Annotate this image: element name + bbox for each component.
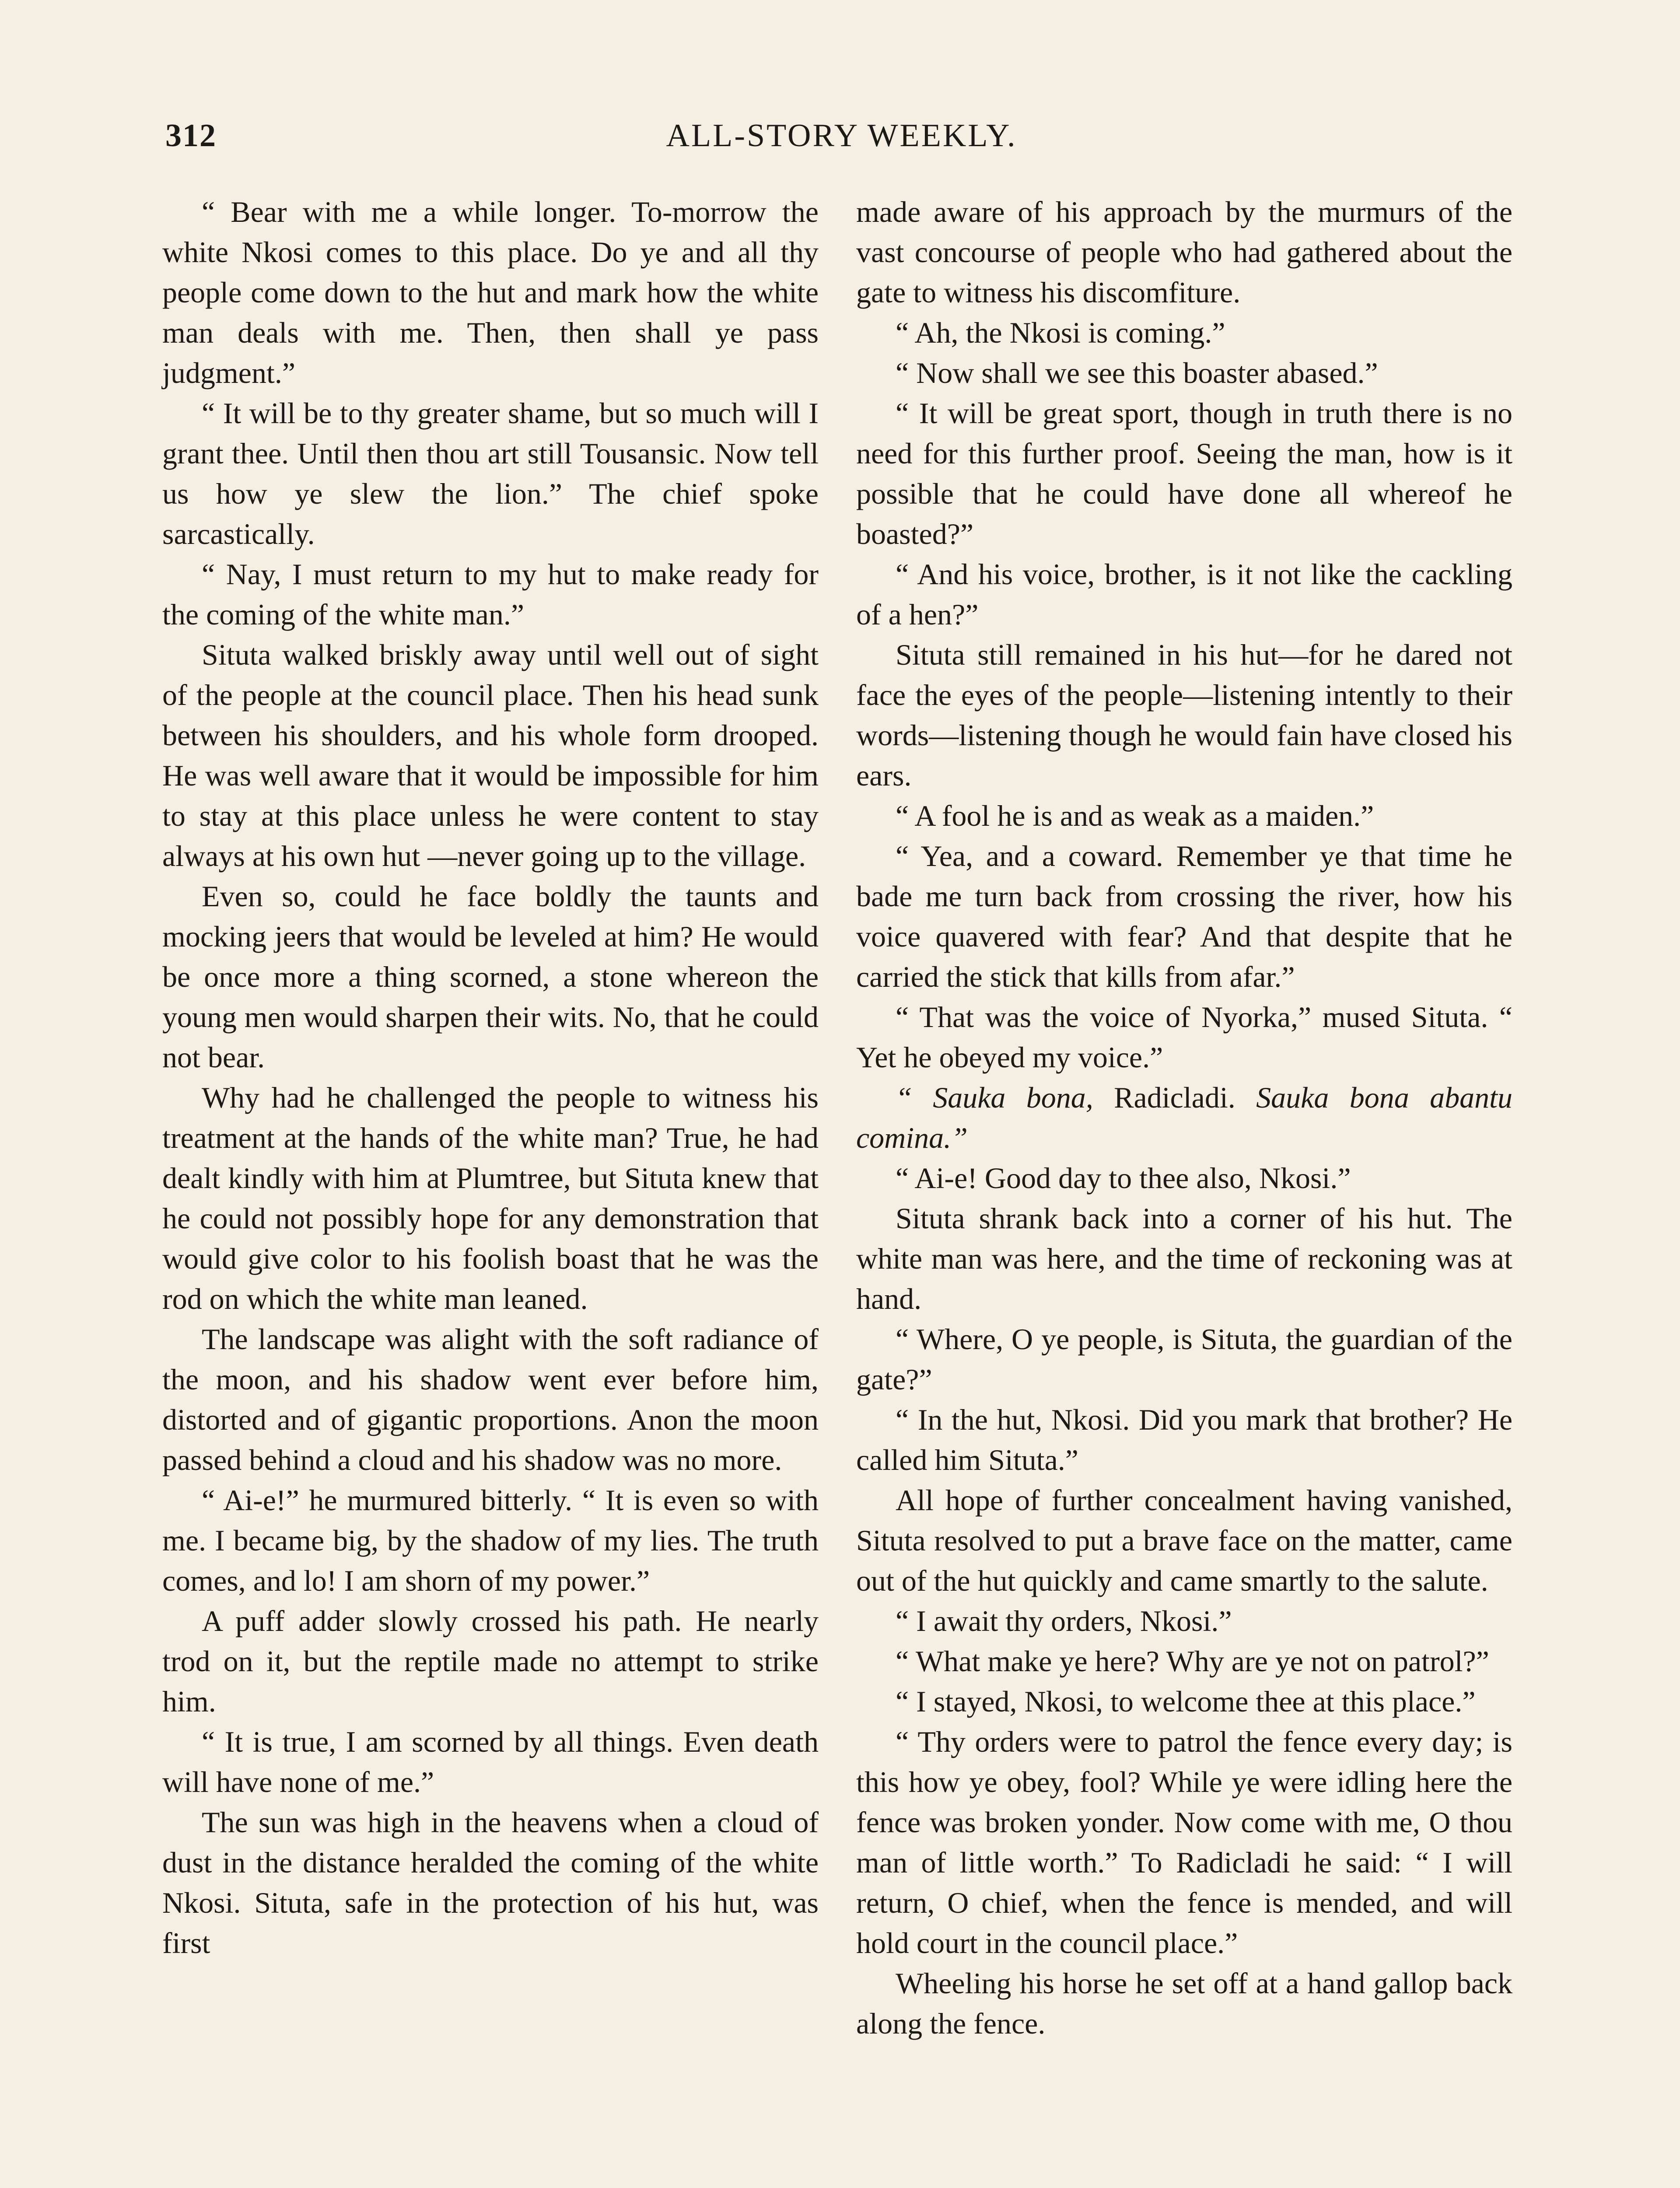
- right-column: [856, 192, 1512, 2044]
- paragraph: “ Yea, and a coward. Remember ye that time he bade me turn back from crossing the river, how his voice quavered with fear? And that despite that he carried the stick that kills from afar.”: [856, 839, 1512, 993]
- paragraph: Why had he challenged the people to witness his treatment at the hands of the white man? True, he had dealt kindly with him at Plumtree, but Situta knew that he could not possibly hope for any demonstration that would give color to his foolish boast that he was the rod on which the white man leaned.: [162, 1081, 819, 1315]
- running-head: ALL-STORY WEEKLY.: [666, 118, 1017, 154]
- paragraph: The sun was high in the heavens when a cloud of dust in the distance heralded the coming of the white Nkosi. Situta, safe in the protection of his hut, was first: [162, 1806, 819, 1960]
- paragraph: “ And his voice, brother, is it not like the cackling of a hen?”: [856, 558, 1512, 631]
- paragraph: Even so, could he face boldly the taunts and mocking jeers that would be leveled at him? He would be once more a thing scorned, a stone whereon the young men would sharpen their wits. No, that he could not bear.: [162, 880, 819, 1074]
- paragraph: “ Nay, I must return to my hut to make ready for the coming of the white man.”: [162, 558, 819, 631]
- paragraph: Situta still remained in his hut—for he dared not face the eyes of the people—listening intently to their words—listening though he would fain have closed his ears.: [856, 638, 1512, 792]
- paragraph: Situta walked briskly away until well out of sight of the people at the council place. Then his head sunk between his shoulders, and his whole form drooped. He was well aware that it would be impossible for him to stay at this place unless he were content to stay always at his own hut —never going up to the village.: [162, 638, 819, 873]
- paragraph: “ In the hut, Nkosi. Did you mark that brother? He called him Situta.”: [856, 1403, 1512, 1476]
- paragraph: “ What make ye here? Why are ye not on patrol?”: [896, 1645, 1489, 1678]
- paragraph: Situta shrank back into a corner of his hut. The white man was here, and the time of reckoning was at hand.: [856, 1202, 1512, 1315]
- paragraph: “ Now shall we see this boaster abased.”: [896, 356, 1378, 389]
- paragraph: All hope of further concealment having vanished, Situta resolved to put a brave face on the matter, came out of the hut quickly and came smartly to the salute.: [856, 1483, 1512, 1597]
- paragraph: “ It will be to thy greater shame, but so much will I grant thee. Until then thou art still Tousansic. Now tell us how ye slew the lion.” The chief spoke sarcastically.: [162, 396, 819, 551]
- left-column: [162, 192, 819, 1963]
- paragraph: “ It will be great sport, though in truth there is no need for this further proof. Seeing the man, how is it possible that he could have done all whereof he boasted?”: [856, 396, 1512, 551]
- italic-text: Sauka bona abantu comina.”: [856, 1081, 1512, 1154]
- paragraph: The landscape was alight with the soft radiance of the moon, and his shadow went ever before him, distorted and of gigantic proportions. Anon the moon passed behind a cloud and his shadow was no more.: [162, 1322, 819, 1476]
- paragraph: “ Bear with me a while longer. To-morrow the white Nkosi comes to this place. Do ye and all thy people come down to the hut and mark how the white man deals with me. Then, then shall ye pass judgment.”: [162, 195, 819, 389]
- paragraph: “ Ah, the Nkosi is coming.”: [896, 316, 1225, 349]
- paragraph: “ I stayed, Nkosi, to welcome thee at this place.”: [896, 1685, 1476, 1718]
- paragraph: “ I await thy orders, Nkosi.”: [896, 1604, 1232, 1637]
- paragraph: “ Where, O ye people, is Situta, the guardian of the gate?”: [856, 1322, 1512, 1396]
- italic-text: “ Sauka bona,: [896, 1081, 1093, 1114]
- paragraph: [856, 1077, 1512, 1158]
- paragraph: “ That was the voice of Nyorka,” mused Situta. “ Yet he obeyed my voice.”: [856, 1000, 1512, 1074]
- text-span: Radicladi.: [1093, 1081, 1256, 1114]
- paragraph: “ Ai-e! Good day to thee also, Nkosi.”: [896, 1161, 1351, 1195]
- paragraph: “ Thy orders were to patrol the fence every day; is this how ye obey, fool? While ye were idling here the fence was broken yonder. Now come with me, O thou man of little worth.” To Radicladi he said: “ I will return, O chief, when the fence is mended, and will hold court in the council place.”: [856, 1725, 1512, 1960]
- paragraph: “ It is true, I am scorned by all things. Even death will have none of me.”: [162, 1725, 819, 1799]
- paragraph: “ Ai-e!” he murmured bitterly. “ It is even so with me. I became big, by the shadow of my lies. The truth comes, and lo! I am shorn of my power.”: [162, 1483, 819, 1597]
- paragraph: Wheeling his horse he set off at a hand gallop back along the fence.: [856, 1967, 1512, 2040]
- paragraph: made aware of his approach by the murmurs of the vast concourse of people who had gathered about the gate to witness his discomfiture.: [856, 195, 1512, 309]
- page-header: [165, 117, 1518, 165]
- paragraph: “ A fool he is and as weak as a maiden.”: [896, 799, 1374, 832]
- paragraph: A puff adder slowly crossed his path. He nearly trod on it, but the reptile made no attempt to strike him.: [162, 1604, 819, 1718]
- page-number: 312: [165, 118, 217, 154]
